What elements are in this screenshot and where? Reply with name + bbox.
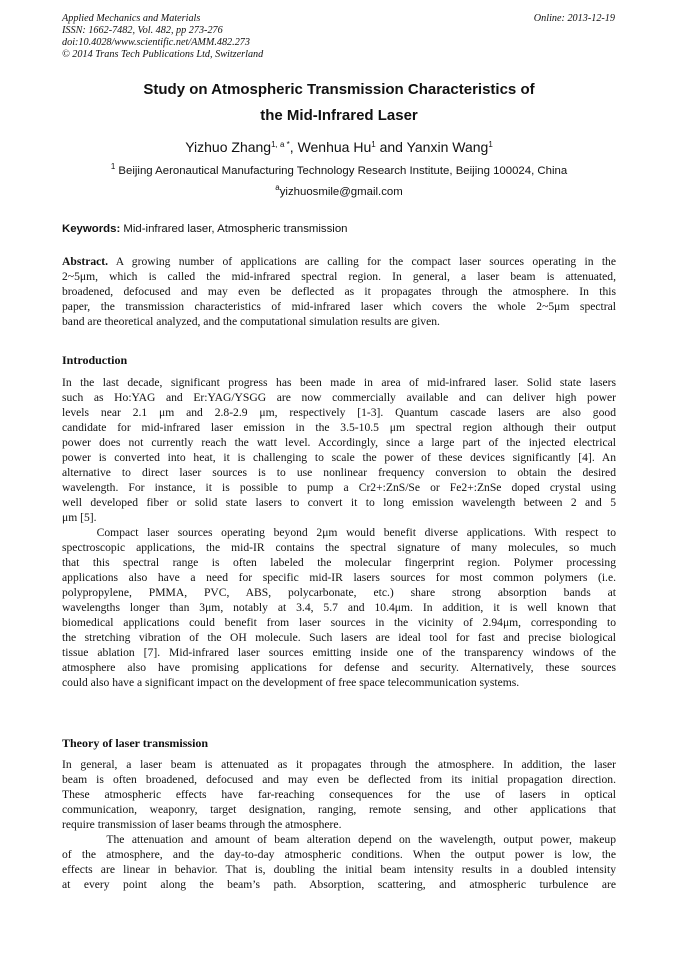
abstract-line: 2~5μm, which is called the mid-infrared spectral region. In general, a laser beam is attenuated, bbox=[62, 270, 616, 283]
keywords-label: Keywords: bbox=[62, 223, 121, 235]
author-list bbox=[62, 138, 616, 159]
section-heading-theory: Theory of laser transmission bbox=[62, 736, 209, 750]
online-date: Online: 2013-12-19 bbox=[533, 13, 615, 24]
abstract-line: band are theoretical analyzed, and the computational simulation results are given. bbox=[62, 315, 440, 328]
body-line: beam is often broadened, defocused and may even be deflected from its initial propagation direction. bbox=[62, 773, 616, 786]
affiliation-superscript: 1 bbox=[110, 162, 116, 171]
keywords bbox=[62, 222, 616, 236]
abstract-label: Abstract. bbox=[62, 255, 109, 268]
journal-copyright: © 2014 Trans Tech Publications Ltd, Switzerland bbox=[62, 49, 264, 60]
body-line: The attenuation and amount of beam alteration depend on the wavelength, output power, makeup bbox=[62, 833, 616, 846]
affiliation bbox=[62, 164, 616, 179]
body-line: that this spectral range is often labeled the molecular fingerprint region. Polymer processing bbox=[62, 556, 616, 569]
body-line: Compact laser sources operating beyond 2μm would benefit diverse applications. With respect to bbox=[62, 526, 616, 539]
body-line: at every point along the beam’s path. Absorption, scattering, and atmospheric turbulence are bbox=[62, 878, 616, 891]
body-line: power does not currently reach the watt level. Accordingly, since a large part of the injected electrical bbox=[62, 436, 616, 449]
section-heading-introduction: Introduction bbox=[62, 353, 128, 367]
author-name: Wenhua Hu bbox=[297, 139, 372, 155]
body-line: the stretching vibration of the OH molecule. Such lasers are ideal tool for fast and precise biological bbox=[62, 631, 616, 644]
body-line: could also have a significant impact on the development of free space telecommunication systems. bbox=[62, 676, 520, 689]
body-line: communication, weaponry, target designation, ranging, remote sensing, and other applications that bbox=[62, 803, 616, 816]
journal-name: Applied Mechanics and Materials bbox=[62, 13, 201, 24]
author-separator: , bbox=[289, 139, 298, 155]
body-line: effects are linear in behavior. That is, doubling the initial beam intensity results in a doubled intensity bbox=[62, 863, 616, 876]
body-line: such as Ho:YAG and Er:YAG/YSGG are now commercially available and can deliver high power bbox=[62, 391, 616, 404]
body-line: well developed fiber or solid state lasers to convert it to long emission wavelength between 2 and 5 bbox=[62, 496, 616, 509]
author-superscript: 1 bbox=[488, 140, 493, 149]
body-line: require transmission of laser beams through the atmosphere. bbox=[62, 818, 342, 831]
body-line: candidate for mid-infrared laser emission in the 3.5-10.5 μm spectral region although their output bbox=[62, 421, 616, 434]
author-superscript: 1, a * bbox=[271, 140, 290, 149]
body-line: wavelength. For instance, it is possible to pump a Cr2+:ZnS/Se or Fe2+:ZnSe doped crystal using bbox=[62, 481, 616, 494]
contact-email bbox=[62, 185, 616, 200]
journal-issn: ISSN: 1662-7482, Vol. 482, pp 273-276 bbox=[62, 25, 223, 36]
body-line: of the atmosphere, and the day-to-day atmospheric conditions. When the output power is low, the bbox=[62, 848, 616, 861]
journal-doi: doi:10.4028/www.scientific.net/AMM.482.273 bbox=[62, 37, 250, 48]
body-line: atmosphere also have promising applications for defense and security. Alternatively, these sources bbox=[62, 661, 616, 674]
abstract-line: broadened, defocused and may even be deflected as it propagates through the atmosphere. In this bbox=[62, 285, 616, 298]
body-line: wavelengths longer than 3μm, notably at 3.4, 5.7 and 10.4μm. In addition, it is well known that bbox=[62, 601, 616, 614]
body-line: In general, a laser beam is attenuated as it propagates through the atmosphere. In addition, the laser bbox=[62, 758, 616, 771]
body-line: In the last decade, significant progress has been made in area of mid-infrared laser. Solid state lasers bbox=[62, 376, 616, 389]
body-line: applications also have a need for specific mid-IR lasers sources for most common polymers (i.e. bbox=[62, 571, 616, 584]
body-line: tissue ablation [7]. Mid-infrared laser sources emitting inside one of the transparency windows of the bbox=[62, 646, 616, 659]
body-line: alternative to direct laser sources is to use nonlinear frequency conversion to obtain the desired bbox=[62, 466, 616, 479]
email-address[interactable]: yizhuosmile@gmail.com bbox=[279, 186, 403, 198]
body-line: power is converted into heat, it is challenging to scale the power of these devices significantly [4]. An bbox=[62, 451, 616, 464]
author-separator: and bbox=[375, 139, 407, 155]
abstract-line: paper, the transmission characteristics of mid-infrared laser which covers the whole 2~5μm spectral bbox=[62, 300, 616, 313]
body-line: polypropylene, PMMA, PVC, ABS, polycarbonate, etc.) share strong absorption bands at bbox=[62, 586, 616, 599]
body-line: These atmospheric effects have far-reaching consequences for the use of lasers in optical bbox=[62, 788, 616, 801]
paper-title-line-1: Study on Atmospheric Transmission Characteristics of bbox=[143, 81, 535, 98]
body-line: μm [5]. bbox=[62, 511, 97, 524]
affiliation-text: Beijing Aeronautical Manufacturing Technology Research Institute, Beijing 100024, China bbox=[115, 165, 568, 177]
author-superscript: 1 bbox=[371, 140, 376, 149]
keywords-text: Mid-infrared laser, Atmospheric transmission bbox=[120, 223, 348, 235]
body-line: biomedical applications could benefit from laser sources in the vicinity of 2.94μm, corresponding to bbox=[62, 616, 616, 629]
author-name: Yizhuo Zhang bbox=[185, 139, 272, 155]
body-line: levels near 2.1 μm and 2.8-2.9 μm, respectively [1-3]. Quantum cascade lasers are also good bbox=[62, 406, 616, 419]
body-line: spectroscopic applications, the mid-IR contains the spectral signature of many molecules, so much bbox=[62, 541, 616, 554]
email-superscript: a bbox=[275, 183, 280, 192]
author-name: Yanxin Wang bbox=[406, 139, 489, 155]
paper-title-line-2: the Mid-Infrared Laser bbox=[260, 107, 418, 124]
abstract-line: Abstract. A growing number of applications are calling for the compact laser sources operating in the bbox=[62, 255, 616, 268]
